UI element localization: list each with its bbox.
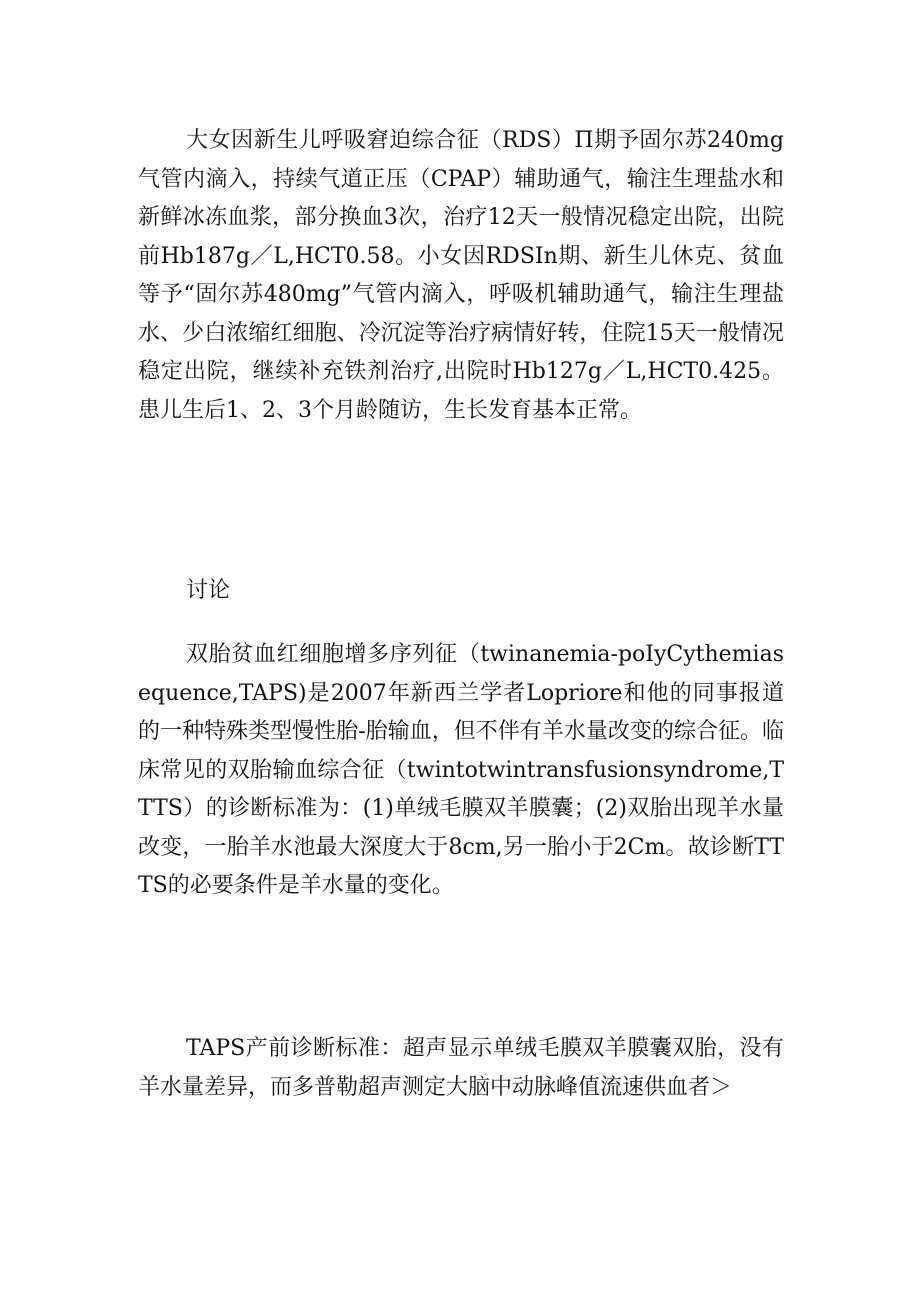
section-heading: 讨论 [186,578,231,603]
body-paragraph: 双胎贫血红细胞增多序列征（twinanemia-poIyCythemiasequence,TAPS)是2007年新西兰学者Lopriore和他的同事报道的一种特殊类型慢性胎-胎输血，但不伴有羊水量改变的综合征。临床常见的双胎输血综合征（twintotwintransfusionsyndrome,TTTS）的诊断标准为：(1)单绒毛膜双羊膜囊；(2)双胎出现羊水量改变，一胎羊水池最大深度大于8cm,另一胎小于2Cm。故诊断TTTS的必要条件是羊水量的变化。 [138,642,784,898]
body-paragraph: 大女因新生儿呼吸窘迫综合征（RDS）Π期予固尔苏240mg气管内滴入，持续气道正压（CPAP）辅助通气，输注生理盐水和新鲜冰冻血浆，部分换血3次，治疗12天一般情况稳定出院，出院前Hb187g／L,HCT0.58。小女因RDSIn期、新生儿休克、贫血等予“固尔苏480mg”气管内滴入，呼吸机辅助通气，输注生理盐水、少白浓缩红细胞、冷沉淀等治疗病情好转，住院15天一般情况稳定出院，继续补充铁剂治疗,出院时Hb127g／L,HCT0.425。患儿生后1、2、3个月龄随访，生长发育基本正常。 [138,128,784,423]
body-paragraph: TAPS产前诊断标准：超声显示单绒毛膜双羊膜囊双胎，没有羊水量差异，而多普勒超声测定大脑中动脉峰值流速供血者＞ [138,1036,784,1100]
